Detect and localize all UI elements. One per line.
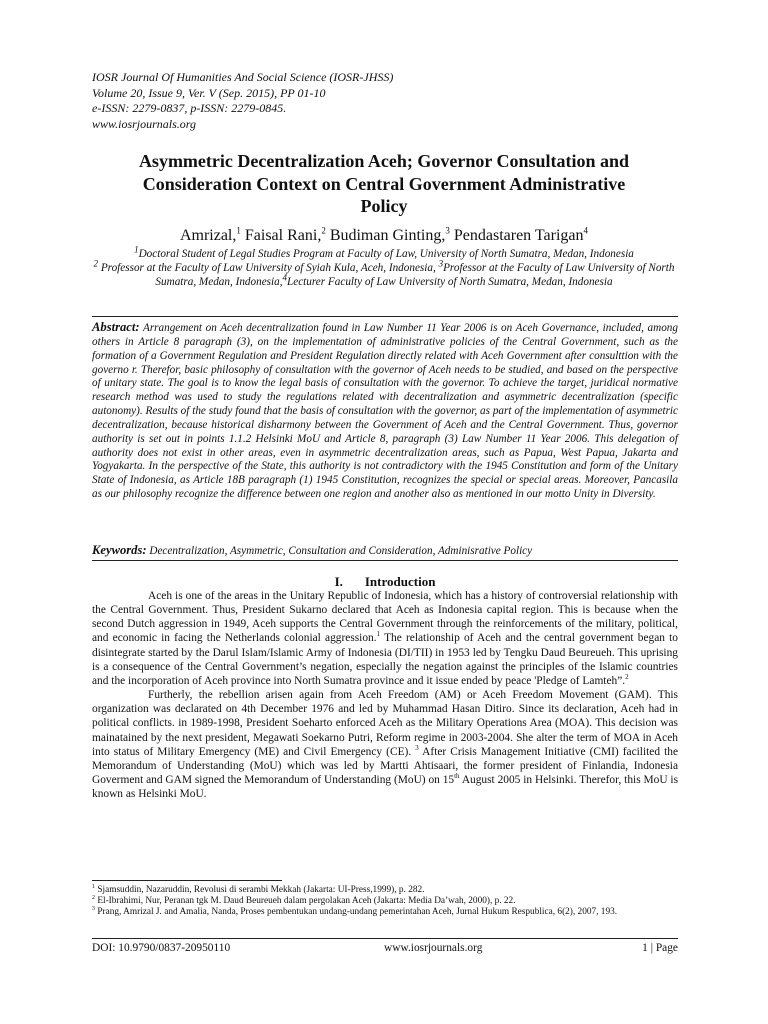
footnote: [92, 885, 678, 896]
author-name: Pendastaren Tarigan: [453, 227, 584, 244]
abstract: [92, 321, 678, 502]
title-line: Policy: [360, 196, 408, 216]
paragraph-text: Furtherly, the rebellion arisen again from Aceh Freedom (AM) or Aceh Freedom Movement (GAM). This organization was declarated on 4th December 1976 and led by Muhammad Hasan Ditiro. Since its declaration, Aceh had in political conflicts. in 1989-1998, President Soeharto enforced Aceh as the Military Operations Area (MOA). This decision was mainatained by the next president, Megawati Soekarno Putri, Reform regime in 2003-2004. She alter the term of MOA in Aceh into status of Military Emergency (ME) and Civil Emergency (CE).: [92, 689, 678, 758]
divider: [92, 560, 678, 561]
paragraph: [92, 688, 678, 801]
affiliation-2: Professor at the Faculty of Law University of Syiah Kula, Aceh, Indonesia,: [100, 261, 436, 274]
footnote-divider: [92, 880, 282, 881]
divider: [92, 316, 678, 317]
paper-title: [60, 150, 708, 218]
abstract-label: Abstract:: [92, 320, 140, 334]
affil-sup: 2: [93, 258, 99, 269]
affiliation-1: Doctoral Student of Legal Studies Program at Faculty of Law, University of North Sumatra, Medan, Indonesia: [138, 248, 634, 260]
affil-sup: 1: [134, 244, 139, 255]
affiliation-3: Professor at the Faculty of Law University of North Sumatra, Medan, Indonesia,: [155, 261, 675, 288]
footnote-text: Sjamsuddin, Nazaruddin, Revolusi di serambi Mekkah (Jakarta: UI-Press,1999), p. 282.: [97, 885, 425, 895]
keywords-text: Decentralization, Asymmetric, Consultation and Consideration, Adminisrative Policy: [149, 545, 533, 557]
paragraph-text: August 2005 in Helsinki. Therefor, this MoU is known as Helsinki MoU.: [92, 774, 679, 801]
ordinal-sup: th: [454, 772, 460, 781]
affil-sup: 4: [282, 271, 288, 282]
footer-doi: DOI: 10.9790/0837-20950110: [92, 942, 231, 954]
author-sup: 2: [321, 225, 326, 236]
affiliations: [80, 244, 688, 289]
title-line: Consideration Context on Central Government Administrative: [142, 173, 626, 194]
footnote-sup: 3: [92, 905, 95, 912]
section-title: Introduction: [364, 574, 436, 589]
keywords: [92, 543, 678, 558]
footer-divider: [92, 938, 678, 939]
keywords-label: Keywords:: [92, 543, 147, 557]
footnote-sup: 2: [92, 894, 95, 901]
journal-issn: e-ISSN: 2279-0837, p-ISSN: 2279-0845.: [92, 101, 287, 115]
journal-website: www.iosrjournals.org: [92, 116, 197, 131]
footnote-ref: 2: [625, 673, 629, 682]
footnotes: [92, 885, 678, 918]
journal-name: IOSR Journal Of Humanities And Social Science (IOSR-JHSS): [92, 70, 394, 84]
author-name: Faisal Rani,: [244, 227, 322, 244]
section-number: I.: [334, 574, 343, 589]
footnote-ref: 1: [376, 630, 381, 639]
section-heading: [92, 574, 678, 590]
author-sup: 4: [583, 225, 589, 236]
paragraph-text: After Crisis Management Initiative (CMI) facilited the Memorandum of Understanding (MoU) which was led by Martti Ahtisaari, the former president of Finlandia, Indonesia Goverment and GAM signed the Memorandum of Understanding (MoU) on 15: [92, 745, 679, 787]
affiliation-4: Lecturer Faculty of Law University of North Sumatra, Medan, Indonesia: [287, 275, 613, 288]
author-name: Amrizal,: [179, 227, 237, 244]
author-sup: 1: [236, 225, 241, 236]
author-sup: 3: [445, 225, 450, 236]
journal-header: [92, 70, 393, 132]
title-line: Asymmetric Decentralization Aceh; Governor Consultation and: [138, 151, 630, 171]
author-list: [60, 226, 708, 246]
paragraph-text: Aceh is one of the areas in the Unitary Republic of Indonesia, which has a history of controversial relationship with the Central Government. Thus, President Sukarno declared that Aceh as Indonesia capital region. This is because when the second Dutch aggression in 1949, Aceh supports the Central Government through the reinforcements of the military, political, and economic in facing the Netherlands colonial aggression.: [92, 590, 678, 645]
body-text: [92, 589, 678, 801]
journal-volume: Volume 20, Issue 9, Ver. V (Sep. 2015), PP 01-10: [92, 85, 326, 100]
footer-website: www.iosrjournals.org: [384, 942, 483, 954]
paragraph: [92, 589, 678, 688]
author-name: Budiman Ginting,: [329, 227, 446, 244]
footnote-text: Prang, Amrizal J. and Amalia, Nanda, Proses pembentukan undang-undang pemerintahan Aceh, Jurnal Hukum Respublica, 6(2), 2007, 193.: [97, 907, 618, 917]
footer-page-number: 1 | Page: [642, 942, 678, 954]
footnote: [92, 896, 678, 907]
affil-sup: 3: [438, 258, 444, 269]
footnote-sup: 1: [92, 883, 95, 890]
footnote-text: El-Ibrahimi, Nur, Peranan tgk M. Daud Beureueh dalam pergolakan Aceh (Jakarta: Media Da’wah, 2000), p. 22.: [97, 896, 516, 906]
footnote-ref: 3: [415, 743, 419, 752]
abstract-text: Arrangement on Aceh decentralization found in Law Number 11 Year 2006 is on Aceh Governance, included, among others in Article 8 paragraph (3), on the implementation of administrative policies of the Central Government, such as the formation of a Government Regulation and President Regulation directly related with Aceh Government after consulttion with the governo r. Therefor, basic philosophy of consultation with the governor of Aceh needs to be studied, and based on the perspective of unitary state. The goal is to know the legal basis of consultation with the governor. To achieve the target, juridical normative research method was used to study the regulations related with decentralization and asymmetric decentralization (specific autonomy). Results of the study found that the basis of consultation with the governor, as part of the implementation of asymmetric decentralization, because historical disharmony between the Government of Aceh and the Central Government. Thus, governor authority is set out in points 1.1.2 Helsinki MoU and Article 8, paragraph (3) Law Number 11 Year 2006. This delegation of authority does not exist in other areas, even in asymmetric decentralization areas, such as Papua, West Papua, Jakarta and Yogyakarta. In the perspective of the State, this authority is not contradictory with the 1945 Constitution and form of the Unitary State of Indonesia, as Article 18B paragraph (1) 1945 Constitution, recognizes the special or special areas. Moreover, Pancasila as our philosophy recognize the difference between one region and another also as mentioned in our motto Unity in Diversity.: [92, 322, 678, 501]
footnote: [92, 907, 678, 918]
paragraph-text: The relationship of Aceh and the central government began to disintegrate started by the Darul Islam/Islamic Army of Indonesia (DI/TII) in 1953 led by Tengku Daud Beureueh. This uprising is a consequence of the Central Government’s negation, especially the negation against the principles of the Islamic countries and the incorporation of Aceh province into North Sumatra province and it issue ended by peace 'Pledge of Lamteh”.: [92, 632, 678, 687]
